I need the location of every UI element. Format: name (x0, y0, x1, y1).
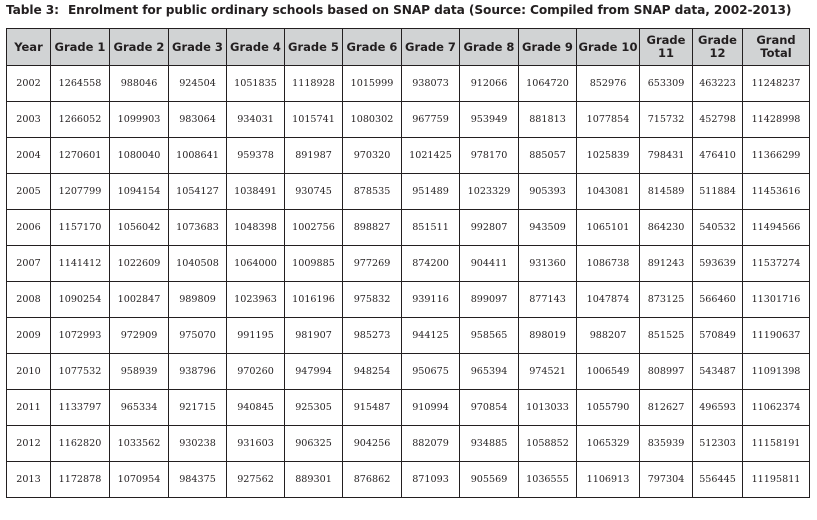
table-row (7, 246, 810, 282)
table-cell: 877143 (519, 282, 577, 318)
table-cell: 835939 (640, 426, 693, 462)
table-cell: 938796 (169, 354, 227, 390)
column-header: Grand Total (743, 29, 810, 66)
table-cell: 906325 (285, 426, 343, 462)
table-cell: 970260 (227, 354, 285, 390)
table-cell: 1207799 (51, 174, 110, 210)
table-row (7, 138, 810, 174)
table-cell: 970320 (343, 138, 402, 174)
table-cell: 1094154 (110, 174, 169, 210)
table-cell: 11428998 (743, 102, 810, 138)
table-cell: 1025839 (577, 138, 640, 174)
table-cell: 1033562 (110, 426, 169, 462)
table-cell: 989809 (169, 282, 227, 318)
table-cell: 11537274 (743, 246, 810, 282)
table-cell: 965334 (110, 390, 169, 426)
table-row (7, 462, 810, 498)
caption-title: Enrolment for public ordinary schools based on SNAP data (Source: Compiled from SNAP data, 2002-2013) (67, 3, 792, 17)
column-header: Grade 6 (343, 29, 402, 66)
table-cell: 1270601 (51, 138, 110, 174)
table-cell: 1051835 (227, 66, 285, 102)
table-cell: 951489 (402, 174, 460, 210)
table-cell: 1016196 (285, 282, 343, 318)
table-cell: 970854 (460, 390, 519, 426)
table-cell: 593639 (693, 246, 743, 282)
table-cell: 570849 (693, 318, 743, 354)
table-cell: 950675 (402, 354, 460, 390)
table-cell: 543487 (693, 354, 743, 390)
caption-label: Table 3: (6, 3, 59, 17)
table-cell: 715732 (640, 102, 693, 138)
table-row (7, 282, 810, 318)
table-cell: 959378 (227, 138, 285, 174)
table-cell: 1002847 (110, 282, 169, 318)
table-cell: 958939 (110, 354, 169, 390)
table-cell: 11158191 (743, 426, 810, 462)
table-cell: 1048398 (227, 210, 285, 246)
table-cell: 1040508 (169, 246, 227, 282)
table-cell: 851525 (640, 318, 693, 354)
table-cell: 898019 (519, 318, 577, 354)
table-cell: 991195 (227, 318, 285, 354)
table-cell: 11366299 (743, 138, 810, 174)
column-header: Grade 10 (577, 29, 640, 66)
table-cell: 871093 (402, 462, 460, 498)
table-cell: 11190637 (743, 318, 810, 354)
table-cell: 940845 (227, 390, 285, 426)
table-cell: 540532 (693, 210, 743, 246)
table-cell: 496593 (693, 390, 743, 426)
table-cell: 1043081 (577, 174, 640, 210)
table-cell: 11062374 (743, 390, 810, 426)
table-row (7, 174, 810, 210)
table-cell: 988046 (110, 66, 169, 102)
table-cell: 943509 (519, 210, 577, 246)
year-cell: 2011 (7, 390, 51, 426)
table-cell: 864230 (640, 210, 693, 246)
table-cell: 11091398 (743, 354, 810, 390)
table-cell: 899097 (460, 282, 519, 318)
table-cell: 934885 (460, 426, 519, 462)
table-cell: 881813 (519, 102, 577, 138)
table-row (7, 354, 810, 390)
table-cell: 912066 (460, 66, 519, 102)
table-cell: 1118928 (285, 66, 343, 102)
table-cell: 924504 (169, 66, 227, 102)
table-cell: 889301 (285, 462, 343, 498)
year-cell: 2004 (7, 138, 51, 174)
table-cell: 851511 (402, 210, 460, 246)
year-cell: 2005 (7, 174, 51, 210)
table-cell: 1064000 (227, 246, 285, 282)
table-cell: 947994 (285, 354, 343, 390)
table-row (7, 426, 810, 462)
year-cell: 2009 (7, 318, 51, 354)
table-cell: 1008641 (169, 138, 227, 174)
table-cell: 11195811 (743, 462, 810, 498)
table-cell: 948254 (343, 354, 402, 390)
table-cell: 904411 (460, 246, 519, 282)
table-cell: 984375 (169, 462, 227, 498)
table-cell: 852976 (577, 66, 640, 102)
table-cell: 975070 (169, 318, 227, 354)
table-cell: 1080040 (110, 138, 169, 174)
table-cell: 1064720 (519, 66, 577, 102)
table-cell: 1058852 (519, 426, 577, 462)
table-cell: 934031 (227, 102, 285, 138)
table-cell: 930238 (169, 426, 227, 462)
column-header: Grade 8 (460, 29, 519, 66)
table-cell: 925305 (285, 390, 343, 426)
table-cell: 1141412 (51, 246, 110, 282)
column-header: Grade 5 (285, 29, 343, 66)
table-cell: 808997 (640, 354, 693, 390)
table-cell: 1086738 (577, 246, 640, 282)
table-cell: 985273 (343, 318, 402, 354)
column-header: Grade 3 (169, 29, 227, 66)
table-cell: 927562 (227, 462, 285, 498)
table-cell: 11248237 (743, 66, 810, 102)
table-header-row (7, 29, 810, 66)
table-cell: 1056042 (110, 210, 169, 246)
table-cell: 1266052 (51, 102, 110, 138)
column-header: Grade 2 (110, 29, 169, 66)
table-cell: 988207 (577, 318, 640, 354)
table-cell: 463223 (693, 66, 743, 102)
table-row (7, 66, 810, 102)
table-cell: 967759 (402, 102, 460, 138)
enrolment-table (6, 28, 810, 498)
table-cell: 814589 (640, 174, 693, 210)
table-cell: 1013033 (519, 390, 577, 426)
table-cell: 873125 (640, 282, 693, 318)
table-cell: 1009885 (285, 246, 343, 282)
table-row (7, 102, 810, 138)
year-cell: 2002 (7, 66, 51, 102)
column-header: Grade 7 (402, 29, 460, 66)
table-cell: 981907 (285, 318, 343, 354)
table-cell: 958565 (460, 318, 519, 354)
year-cell: 2010 (7, 354, 51, 390)
year-cell: 2008 (7, 282, 51, 318)
table-cell: 556445 (693, 462, 743, 498)
table-cell: 905569 (460, 462, 519, 498)
table-cell: 1054127 (169, 174, 227, 210)
table-cell: 905393 (519, 174, 577, 210)
column-header: Year (7, 29, 51, 66)
table-cell: 975832 (343, 282, 402, 318)
table-cell: 1038491 (227, 174, 285, 210)
table-cell: 1090254 (51, 282, 110, 318)
table-cell: 891987 (285, 138, 343, 174)
table-cell: 798431 (640, 138, 693, 174)
table-cell: 876862 (343, 462, 402, 498)
table-cell: 797304 (640, 462, 693, 498)
table-cell: 953949 (460, 102, 519, 138)
table-cell: 978170 (460, 138, 519, 174)
table-row (7, 390, 810, 426)
table-cell: 1077854 (577, 102, 640, 138)
table-cell: 882079 (402, 426, 460, 462)
table-cell: 944125 (402, 318, 460, 354)
table-cell: 898827 (343, 210, 402, 246)
table-cell: 1047874 (577, 282, 640, 318)
enrolment-table-container (6, 28, 810, 498)
table-cell: 812627 (640, 390, 693, 426)
table-cell: 921715 (169, 390, 227, 426)
table-cell: 1264558 (51, 66, 110, 102)
table-cell: 972909 (110, 318, 169, 354)
table-cell: 1055790 (577, 390, 640, 426)
table-cell: 1065101 (577, 210, 640, 246)
table-cell: 904256 (343, 426, 402, 462)
year-cell: 2012 (7, 426, 51, 462)
table-cell: 1006549 (577, 354, 640, 390)
table-cell: 1023329 (460, 174, 519, 210)
table-cell: 1106913 (577, 462, 640, 498)
table-cell: 11494566 (743, 210, 810, 246)
year-cell: 2003 (7, 102, 51, 138)
column-header: Grade 11 (640, 29, 693, 66)
table-cell: 476410 (693, 138, 743, 174)
table-cell: 1072993 (51, 318, 110, 354)
table-body (7, 66, 810, 498)
column-header: Grade 4 (227, 29, 285, 66)
table-cell: 874200 (402, 246, 460, 282)
table-cell: 939116 (402, 282, 460, 318)
table-caption (6, 3, 791, 17)
table-cell: 1036555 (519, 462, 577, 498)
table-cell: 878535 (343, 174, 402, 210)
table-cell: 931603 (227, 426, 285, 462)
table-cell: 930745 (285, 174, 343, 210)
table-cell: 931360 (519, 246, 577, 282)
table-cell: 1172878 (51, 462, 110, 498)
table-row (7, 210, 810, 246)
table-cell: 915487 (343, 390, 402, 426)
table-cell: 983064 (169, 102, 227, 138)
table-cell: 1133797 (51, 390, 110, 426)
table-cell: 1080302 (343, 102, 402, 138)
table-cell: 511884 (693, 174, 743, 210)
column-header: Grade 12 (693, 29, 743, 66)
table-cell: 1077532 (51, 354, 110, 390)
year-cell: 2006 (7, 210, 51, 246)
table-cell: 977269 (343, 246, 402, 282)
table-cell: 1157170 (51, 210, 110, 246)
table-cell: 1023963 (227, 282, 285, 318)
table-cell: 1015741 (285, 102, 343, 138)
table-cell: 1099903 (110, 102, 169, 138)
table-cell: 974521 (519, 354, 577, 390)
table-cell: 11301716 (743, 282, 810, 318)
table-cell: 1002756 (285, 210, 343, 246)
table-cell: 1162820 (51, 426, 110, 462)
column-header: Grade 9 (519, 29, 577, 66)
table-cell: 938073 (402, 66, 460, 102)
table-cell: 512303 (693, 426, 743, 462)
table-cell: 1022609 (110, 246, 169, 282)
year-cell: 2007 (7, 246, 51, 282)
table-cell: 885057 (519, 138, 577, 174)
table-row (7, 318, 810, 354)
table-cell: 910994 (402, 390, 460, 426)
table-cell: 11453616 (743, 174, 810, 210)
table-cell: 1015999 (343, 66, 402, 102)
table-cell: 891243 (640, 246, 693, 282)
table-cell: 653309 (640, 66, 693, 102)
table-cell: 1073683 (169, 210, 227, 246)
table-cell: 452798 (693, 102, 743, 138)
table-cell: 566460 (693, 282, 743, 318)
table-cell: 965394 (460, 354, 519, 390)
table-cell: 1021425 (402, 138, 460, 174)
table-cell: 1070954 (110, 462, 169, 498)
table-cell: 992807 (460, 210, 519, 246)
table-cell: 1065329 (577, 426, 640, 462)
column-header: Grade 1 (51, 29, 110, 66)
year-cell: 2013 (7, 462, 51, 498)
